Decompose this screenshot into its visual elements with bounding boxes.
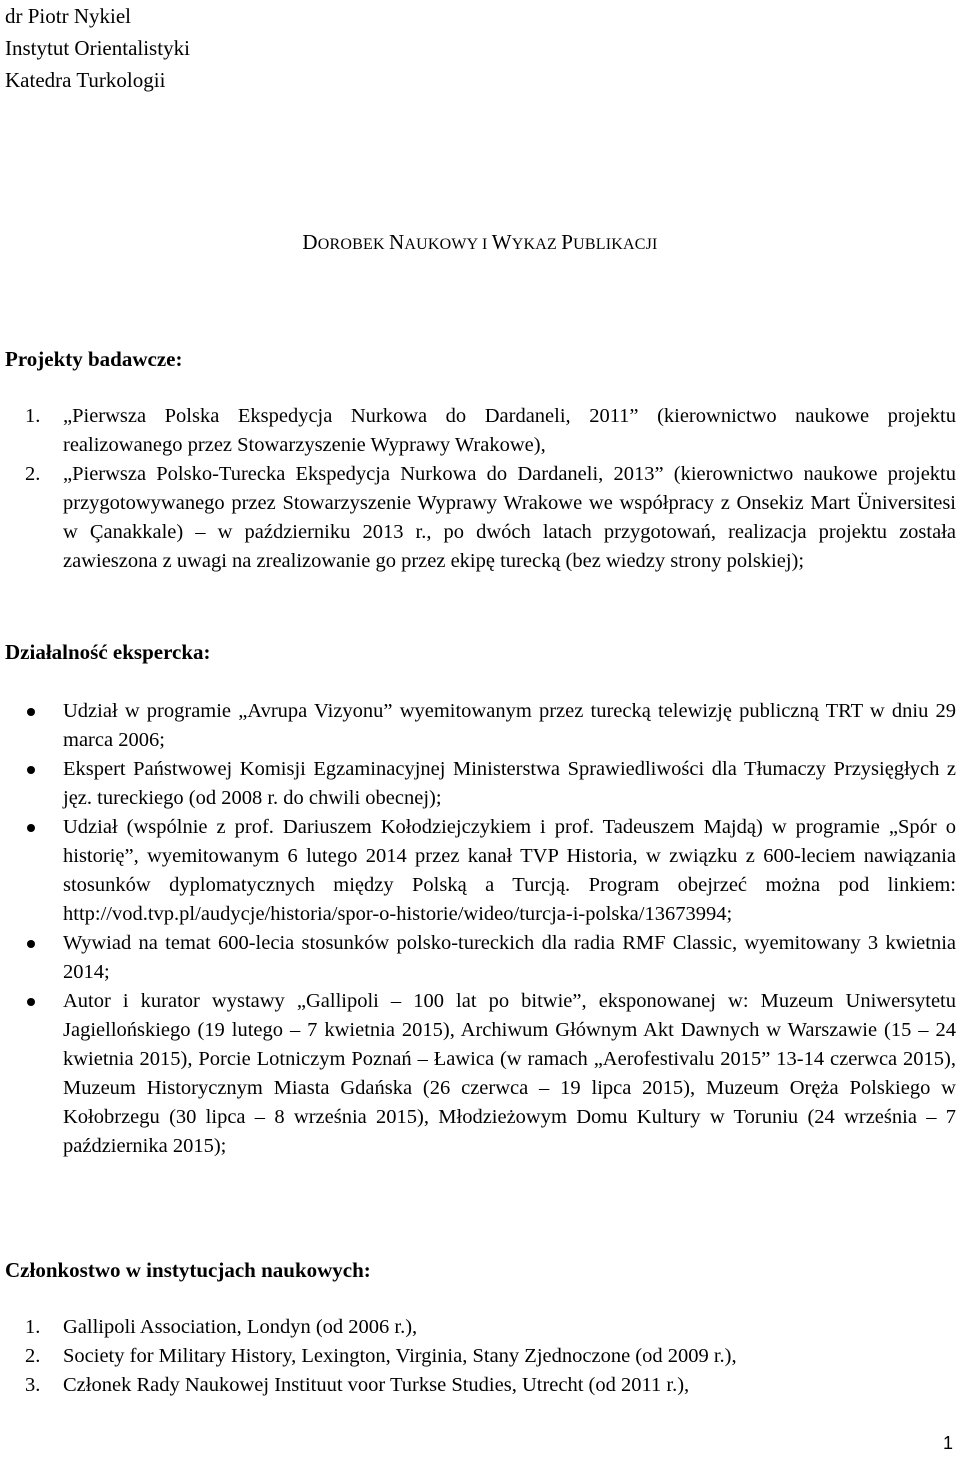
page-number: 1 [942, 1433, 953, 1453]
list-item [0, 697, 956, 755]
membership-list [0, 1313, 956, 1400]
item-text: Society for Military History, Lexington, Virginia, Stany Zjednoczone (od 2009 r.), [63, 1345, 737, 1367]
title-small-caps: UBLIKACJI [573, 236, 658, 253]
bullet-icon [27, 708, 35, 716]
list-item [0, 402, 956, 460]
item-text: Wywiad na temat 600-lecia stosunków polsko-tureckich dla radia RMF Classic, wyemitowany 3 kwietnia 2014; [63, 932, 956, 983]
item-text: „Pierwsza Polsko-Turecka Ekspedycja Nurkowa do Dardaneli, 2013” (kierownictwo naukowe projektu przygotowywanego przez Stowarzyszenie Wyprawy Wrakowe we współpracy z Onsekiz Mart Üniversitesi w Çanakkale) – w październiku 2013 r., po dwóch latach przygotowań, realizacja projektu została zawieszona z uwagi na zrealizowanie go przez ekipę turecką (bez wiedzy strony polskiej); [63, 463, 956, 572]
item-number: 2. [25, 463, 41, 485]
item-text: „Pierwsza Polska Ekspedycja Nurkowa do Dardaneli, 2011” (kierownictwo naukowe projektu realizowanego przez Stowarzyszenie Wyprawy Wrakowe), [63, 405, 956, 456]
expert-heading: Działalność ekspercka: [5, 640, 211, 664]
item-number: 2. [25, 1345, 41, 1367]
membership-heading: Członkostwo w instytucjach naukowych: [5, 1258, 371, 1282]
author-block [5, 0, 190, 96]
expert-list [0, 697, 956, 1161]
list-item [0, 813, 956, 929]
item-text: Udział (wspólnie z prof. Dariuszem Kołodziejczykiem i prof. Tadeuszem Majdą) w programie „Spór o historię”, wyemitowanym 6 lutego 2014 przez kanał TVP Historia, w związku z 600-leciem nawiązania stosunków dyplomatycznych między Polską a Turcją. Program obejrzeć można pod linkiem: http://vod.tvp.pl/audycje/historia/spor-o-historie/wideo/turcja-i-polska/13673994; [63, 816, 956, 925]
title-cap: W [491, 230, 512, 254]
item-text: Gallipoli Association, Londyn (od 2006 r.), [63, 1316, 418, 1338]
item-number: 3. [25, 1374, 41, 1396]
title-cap: D [302, 230, 318, 254]
list-item [0, 755, 956, 813]
title-small-caps: OROBEK [317, 236, 389, 253]
title-cap: N [388, 230, 405, 254]
list-item [0, 1313, 956, 1342]
title-small-caps: YKAZ [511, 236, 562, 253]
item-text: Ekspert Państwowej Komisji Egzaminacyjnej Ministerstwa Sprawiedliwości dla Tłumaczy Przysięgłych z jęz. tureckiego (od 2008 r. do chwili obecnej); [63, 758, 956, 809]
bullet-icon [27, 940, 35, 948]
bullet-icon [27, 766, 35, 774]
projects-list [0, 402, 956, 576]
bullet-icon [27, 824, 35, 832]
title-cap: P [561, 230, 574, 254]
department-name: Katedra Turkologii [5, 68, 166, 92]
list-item [0, 1342, 956, 1371]
list-item [0, 1371, 956, 1400]
list-item [0, 929, 956, 987]
bullet-icon [27, 998, 35, 1006]
list-item [0, 987, 956, 1161]
item-text: Członek Rady Naukowej Instituut voor Turkse Studies, Utrecht (od 2011 r.), [63, 1374, 690, 1396]
item-text: Udział w programie „Avrupa Vizyonu” wyemitowanym przez turecką telewizję publiczną TRT w dniu 29 marca 2006; [63, 700, 956, 751]
item-number: 1. [25, 1316, 41, 1338]
item-text: Autor i kurator wystawy „Gallipoli – 100 lat po bitwie”, eksponowanej w: Muzeum Uniwersytetu Jagiellońskiego (19 lutego – 7 kwietnia 2015), Archiwum Głównym Akt Dawnych w Warszawie (15 – 24 kwietnia 2015), Porcie Lotniczym Poznań – Ławica (w ramach „Aerofestivalu 2015” 13-14 czerwca 2015), Muzeum Historycznym Miasta Gdańska (26 czerwca – 19 lipca 2015), Muzeum Oręża Polskiego w Kołobrzegu (30 lipca – 8 września 2015), Młodzieżowym Domu Kultury w Toruniu (24 września – 7 października 2015); [63, 990, 956, 1157]
projects-heading: Projekty badawcze: [5, 347, 183, 371]
title-small-caps: AUKOWY I [404, 236, 492, 253]
author-name: dr Piotr Nykiel [5, 4, 131, 28]
item-number: 1. [25, 405, 41, 427]
institute-name: Instytut Orientalistyki [5, 36, 190, 60]
list-item [0, 460, 956, 576]
document-title [0, 226, 960, 261]
